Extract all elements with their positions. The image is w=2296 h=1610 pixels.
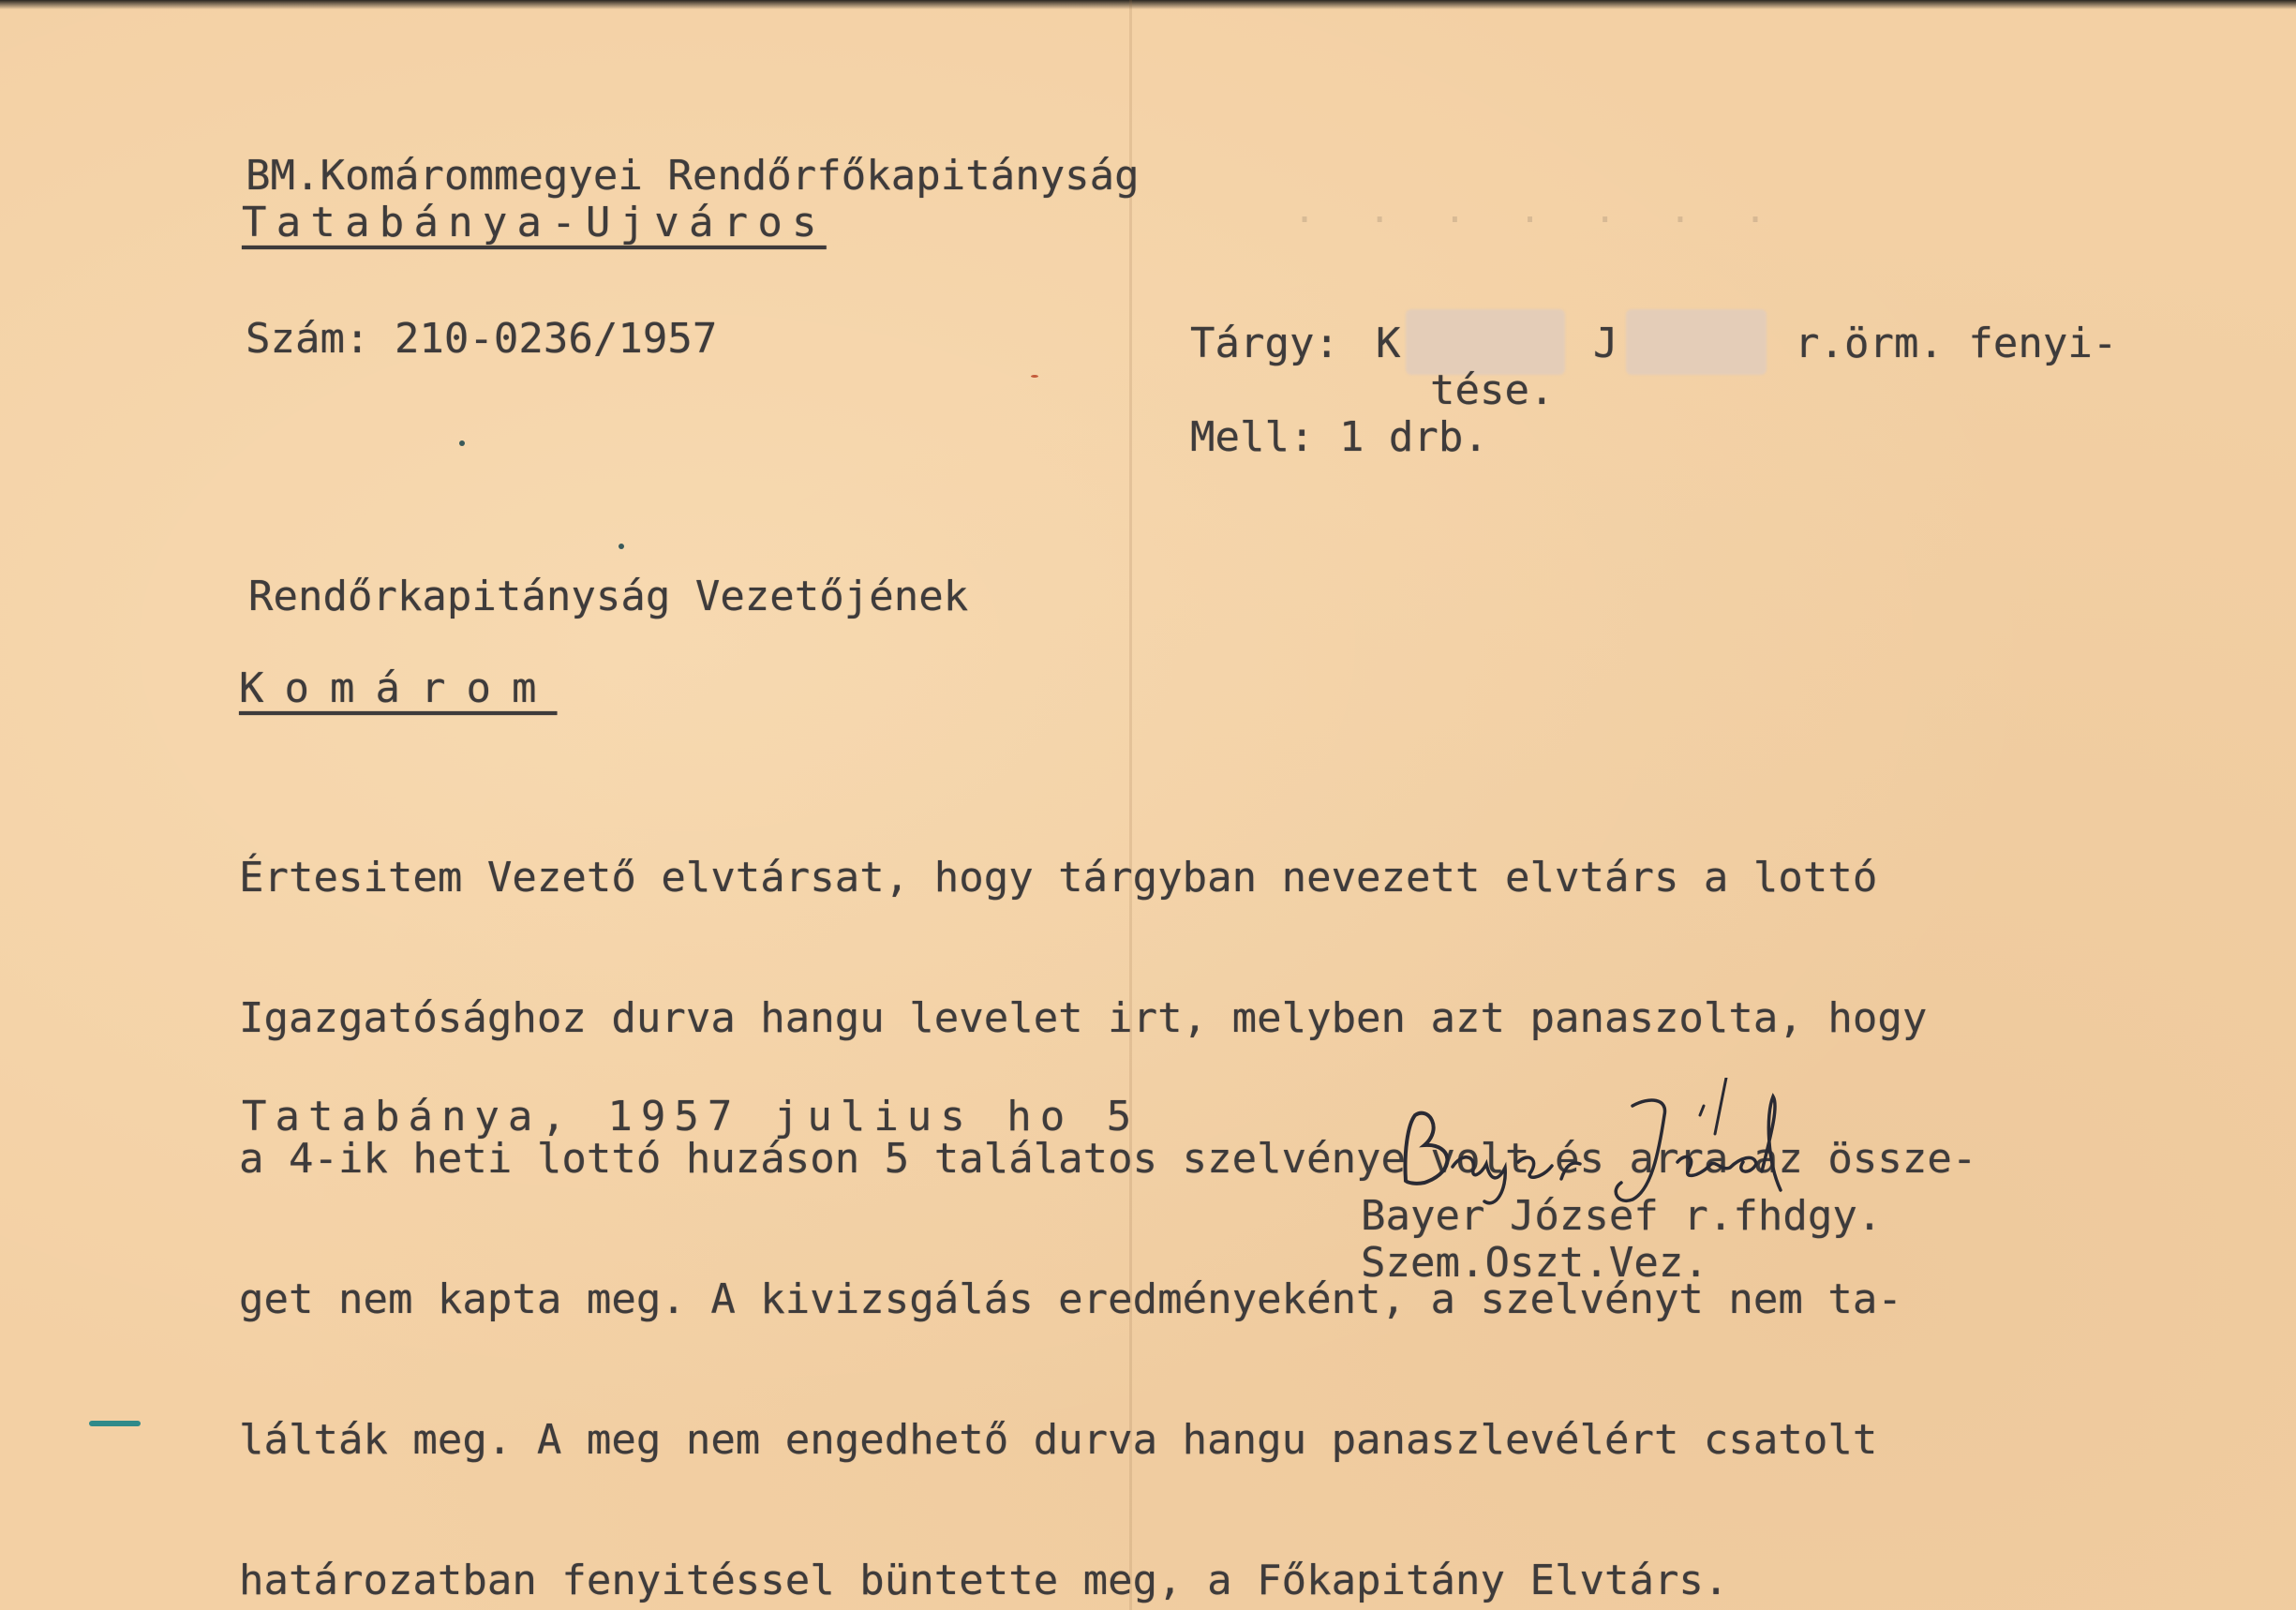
redaction-firstname [1626,309,1767,375]
body-line: a 4-ik heti lottó huzáson 5 találatos szelvénye volt és arra az össze- [239,1135,1977,1183]
body-line: Értesitem Vezető elvtársat, hogy tárgyban nevezett elvtárs a lottó [239,854,1878,902]
recipient-line: Rendőrkapitányság Vezetőjének [248,573,969,620]
date-place: Tatabánya, 1957 julius ho 5 [242,1093,1141,1140]
reference-number: Szám: 210-0236/1957 [246,315,718,363]
ink-speck [459,440,465,446]
ink-speck [619,544,624,549]
body-line: get nem kapta meg. A kivizsgálás eredményeként, a szelvényt nem ta- [239,1275,1902,1323]
header-line2: Tatabánya-Ujváros [242,199,827,246]
show-through-ghost: · · · · · · · [1293,199,1782,242]
subject-initial-j: J [1593,320,1618,367]
body-line: Igazgatósághoz durva hangu levelet irt, melyben azt panaszolta, hogy [239,994,1928,1042]
subject-rest: r.örm. fenyi- [1795,320,2118,367]
subject-label: Tárgy: [1190,320,1339,367]
body-paragraph [239,761,2207,1610]
recipient-city: Komárom [239,664,558,712]
ink-mark [89,1421,141,1426]
subject-continuation: tése. [1430,366,1555,414]
subject-initial-k: K [1376,320,1401,367]
body-line: lálták meg. A meg nem engedhető durva hangu panaszlevélért csatolt [239,1416,1878,1464]
scan-top-edge [0,0,2296,9]
header-line1: BM.Komárommegyei Rendőrfőkapitányság [246,152,1140,200]
body-line: határozatban fenyitéssel büntette meg, a Főkapitány Elvtárs. [239,1557,1729,1604]
signer-name: Bayer József r.fhdgy. [1361,1192,1883,1240]
redaction-surname [1406,309,1565,375]
attachment-count: Mell: 1 drb. [1190,413,1488,461]
ink-speck [1031,375,1038,378]
signer-title: Szem.Oszt.Vez. [1361,1239,1708,1287]
